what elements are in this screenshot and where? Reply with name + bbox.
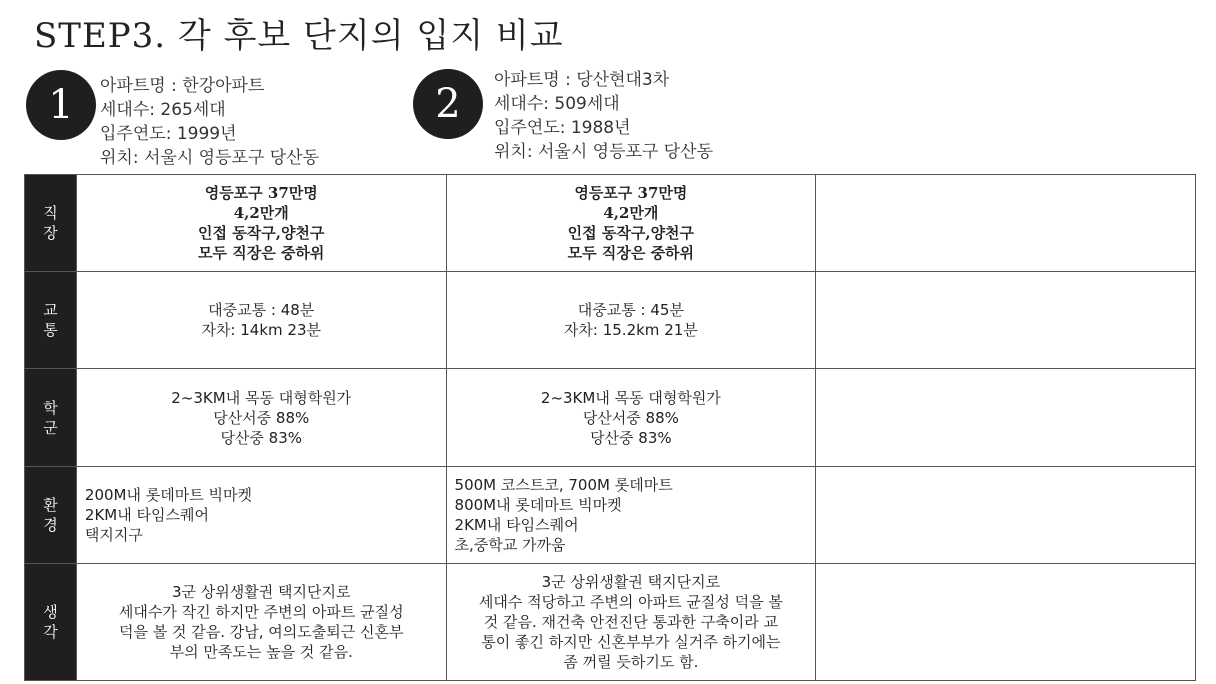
cell-environment-candidate-1: 200M내 롯데마트 빅마켓 2KM내 타임스퀘어 택지지구 [76,467,446,564]
row-school [25,369,1196,467]
candidate-1-households: 세대수: 265세대 [100,100,226,120]
cell-thoughts-candidate-3 [816,564,1196,681]
cell-environment-candidate-2: 500M 코스트코, 700M 롯데마트 800M내 롯데마트 빅마켓 2KM내 타임스퀘어 초,중학교 가까움 [446,467,816,564]
comparison-table [24,174,1196,681]
cell-transport-candidate-3 [816,272,1196,369]
row-transport [25,272,1196,369]
row-header-school: 학군 [25,369,77,467]
cell-school-candidate-2: 2~3KM내 목동 대형학원가 당산서중 88% 당산중 83% [446,369,816,467]
candidate-2-households: 세대수: 509세대 [494,94,620,114]
cell-transport-candidate-1: 대중교통 : 48분 자차: 14km 23분 [76,272,446,369]
candidate-1-location: 위치: 서울시 영등포구 당산동 [100,148,320,168]
cell-environment-candidate-3 [816,467,1196,564]
candidate-1-year: 입주연도: 1999년 [100,124,237,144]
candidate-2-location: 위치: 서울시 영등포구 당산동 [494,142,714,162]
cell-thoughts-candidate-2: 3군 상위생활권 택지단지로 세대수 적당하고 주변의 아파트 균질성 덕을 볼 것 같음. 재건축 안전진단 통과한 구축이라 교 통이 좋긴 하지만 신혼부부가 실거주 하기에는 좀 꺼릴 듯하기도 함. [446,564,816,681]
cell-transport-candidate-2: 대중교통 : 45분 자차: 15.2km 21분 [446,272,816,369]
cell-job-candidate-1: 영등포구 37만명 4,2만개 인접 동작구,양천구 모두 직장은 중하위 [76,175,446,272]
row-header-job: 직장 [25,175,77,272]
candidate-2-info [494,68,713,164]
cell-school-candidate-3 [816,369,1196,467]
candidate-2-number-badge: 2 [413,69,483,139]
row-thoughts [25,564,1196,681]
candidate-1-info [100,74,319,170]
row-environment [25,467,1196,564]
page-title: STEP3. 각 후보 단지의 입지 비교 [34,16,564,56]
candidate-1-number-badge: 1 [26,70,96,140]
row-header-transport: 교통 [25,272,77,369]
candidate-2-name: 아파트명 : 당산현대3차 [494,70,670,90]
cell-school-candidate-1: 2~3KM내 목동 대형학원가 당산서중 88% 당산중 83% [76,369,446,467]
cell-thoughts-candidate-1: 3군 상위생활권 택지단지로 세대수가 작긴 하지만 주변의 아파트 균질성 덕을 볼 것 같음. 강남, 여의도출퇴근 신혼부 부의 만족도는 높을 것 같음. [76,564,446,681]
row-job [25,175,1196,272]
row-header-environment: 환경 [25,467,77,564]
cell-job-candidate-2: 영등포구 37만명 4,2만개 인접 동작구,양천구 모두 직장은 중하위 [446,175,816,272]
row-header-thoughts: 생각 [25,564,77,681]
cell-job-candidate-3 [816,175,1196,272]
candidate-1-name: 아파트명 : 한강아파트 [100,76,265,96]
candidate-2-year: 입주연도: 1988년 [494,118,631,138]
